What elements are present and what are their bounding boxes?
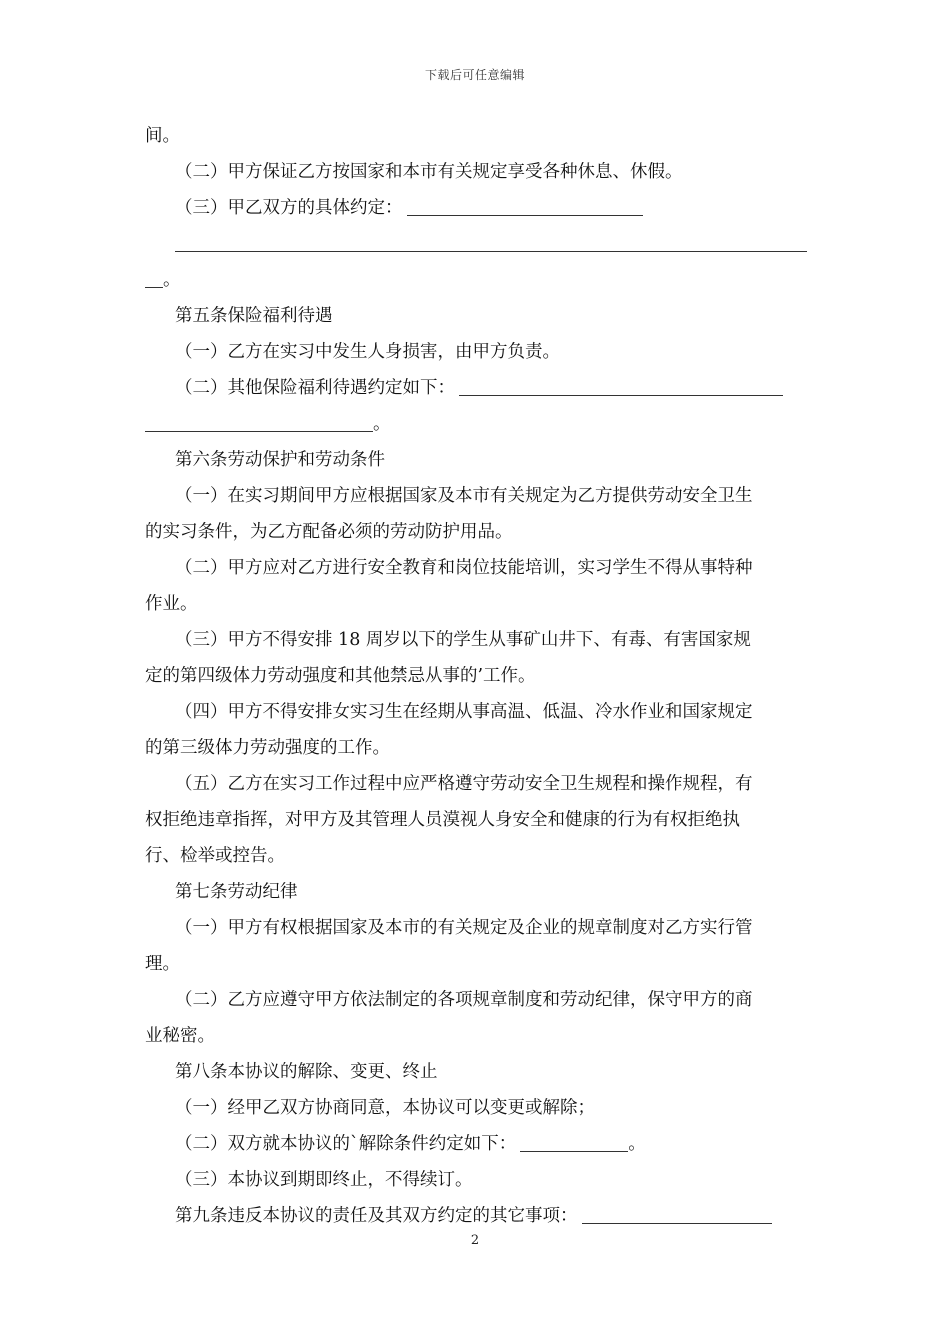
blank-line <box>145 226 810 262</box>
text-line: 。 <box>145 406 810 442</box>
text-line: （一）甲方有权根据国家及本市的有关规定及企业的规章制度对乙方实行管 <box>175 918 753 938</box>
text-line: 业秘密。 <box>145 1026 215 1046</box>
text-line: 间。 <box>145 126 180 146</box>
page-header: 下载后可任意编辑 <box>424 68 525 82</box>
blank-underline <box>145 411 373 432</box>
blank-underline <box>175 231 807 252</box>
text-line: （二）双方就本协议的`解除条件约定如下： 。 <box>145 1126 810 1162</box>
text-line: （二）其他保险福利待遇约定如下： <box>145 370 810 406</box>
blank-underline <box>407 195 643 216</box>
blank-underline <box>582 1203 772 1224</box>
text-line: 作业。 <box>145 594 198 614</box>
blank-underline <box>145 267 163 288</box>
section-heading: 第五条保险福利待遇 <box>175 306 333 326</box>
text-line: 权拒绝违章指挥，对甲方及其管理人员漠视人身安全和健康的行为有权拒绝执 <box>145 810 740 830</box>
text-line: （一）在实习期间甲方应根据国家及本市有关规定为乙方提供劳动安全卫生 <box>175 486 753 506</box>
text-line: 行、检举或控告。 <box>145 846 285 866</box>
text-line: （二）乙方应遵守甲方依法制定的各项规章制度和劳动纪律，保守甲方的商 <box>175 990 753 1010</box>
text-line: （四）甲方不得安排女实习生在经期从事高温、低温、冷水作业和国家规定 <box>175 702 753 722</box>
section-heading: 第七条劳动纪律 <box>175 882 298 902</box>
text-line: （三）本协议到期即终止，不得续订。 <box>175 1170 473 1190</box>
page-number: 2 <box>470 1233 480 1248</box>
text-line: 定的第四级体力劳动强度和其他禁忌从事的’工作。 <box>145 666 536 686</box>
section-heading: 第六条劳动保护和劳动条件 <box>175 450 385 470</box>
text-line: （三）甲方不得安排 18 周岁以下的学生从事矿山井下、有毒、有害国家规 <box>175 630 751 650</box>
text-line: （一）经甲乙双方协商同意，本协议可以变更或解除； <box>175 1098 595 1118</box>
text-line: （五）乙方在实习工作过程中应严格遵守劳动安全卫生规程和操作规程，有 <box>175 774 753 794</box>
blank-underline <box>520 1131 628 1152</box>
blank-underline <box>459 375 783 396</box>
section-heading: 第八条本协议的解除、变更、终止 <box>175 1062 438 1082</box>
text-line: （二）甲方保证乙方按国家和本市有关规定享受各种休息、休假。 <box>175 162 683 182</box>
section-heading: 第九条违反本协议的责任及其双方约定的其它事项： <box>145 1198 810 1234</box>
text-line: 。 <box>145 262 810 298</box>
text-line: 的第三级体力劳动强度的工作。 <box>145 738 390 758</box>
document-body <box>145 118 810 1234</box>
text-line: （一）乙方在实习中发生人身损害，由甲方负责。 <box>175 342 560 362</box>
text-line: 的实习条件，为乙方配备必须的劳动防护用品。 <box>145 522 513 542</box>
text-line: 理。 <box>145 954 180 974</box>
text-line: （三）甲乙双方的具体约定： <box>145 190 810 226</box>
text-line: （二）甲方应对乙方进行安全教育和岗位技能培训，实习学生不得从事特种 <box>175 558 753 578</box>
